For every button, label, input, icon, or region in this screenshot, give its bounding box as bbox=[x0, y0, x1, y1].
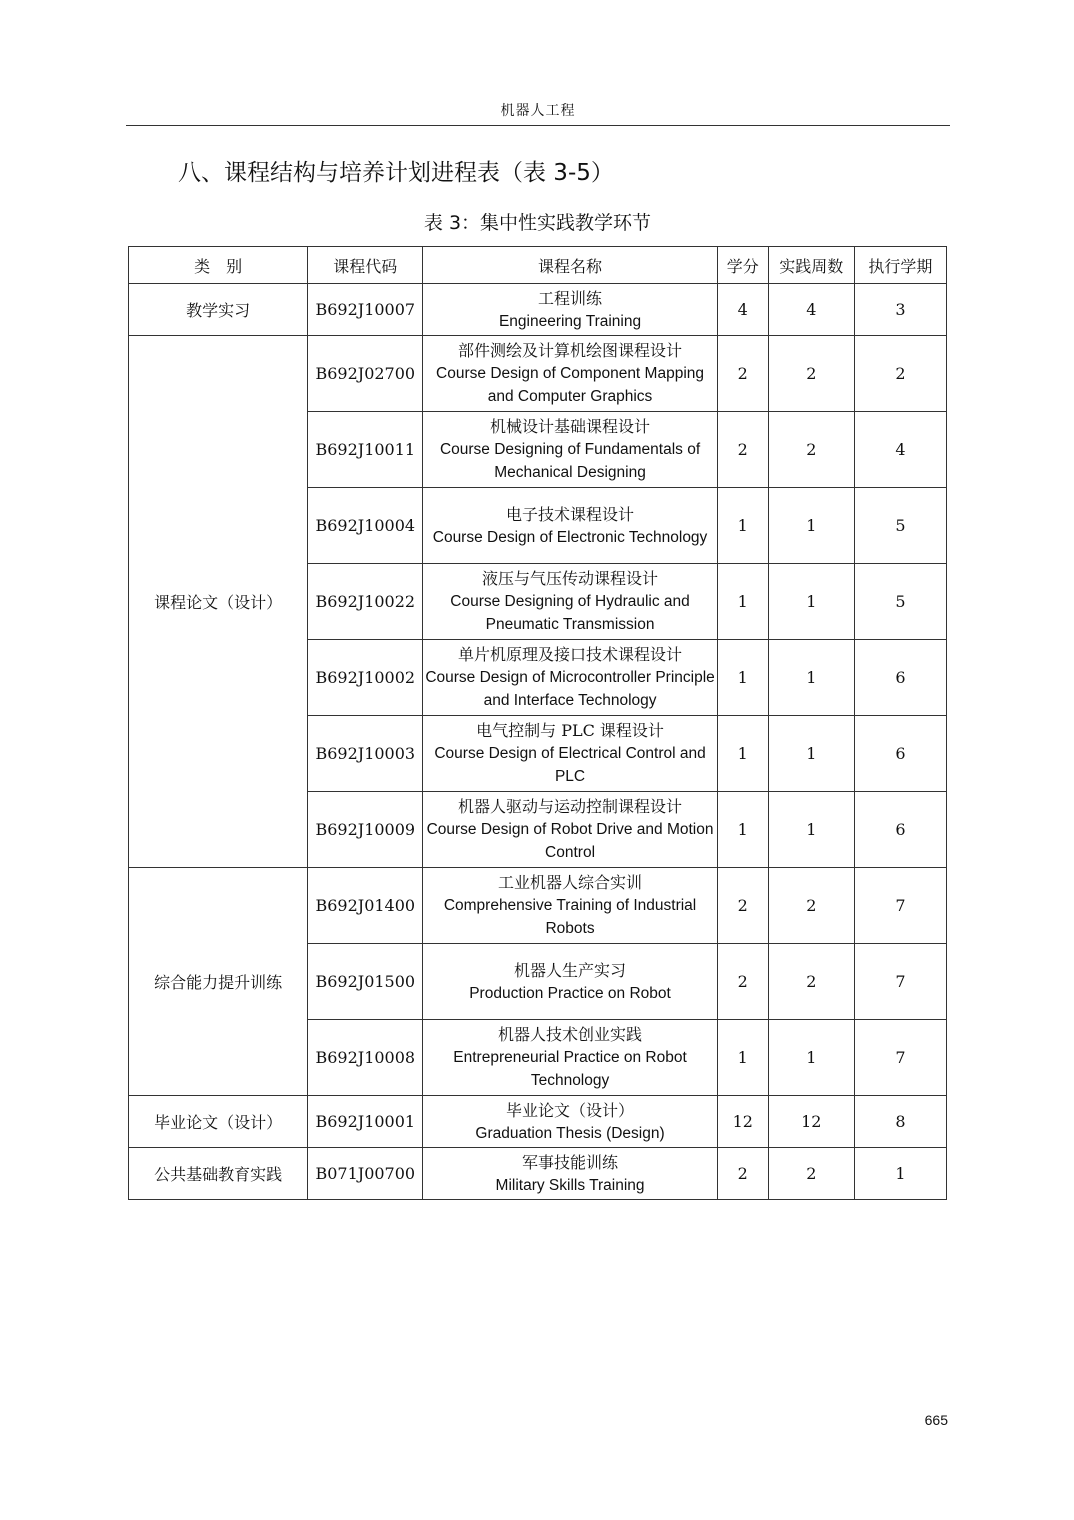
practice-weeks-cell: 1 bbox=[768, 488, 854, 564]
course-name-cell bbox=[423, 716, 717, 792]
semester-cell: 3 bbox=[854, 284, 946, 336]
course-code-cell: B692J10001 bbox=[308, 1096, 423, 1148]
practice-weeks-cell: 1 bbox=[768, 716, 854, 792]
table-caption: 表 3：集中性实践教学环节 bbox=[423, 212, 652, 234]
course-code-cell: B692J10009 bbox=[308, 792, 423, 868]
course-name-chinese: 机器人技术创业实践 bbox=[498, 1025, 643, 1044]
semester-cell: 7 bbox=[854, 1020, 946, 1096]
header-weeks: 实践周数 bbox=[768, 247, 854, 284]
credits-cell: 2 bbox=[717, 1148, 768, 1200]
course-name-cell bbox=[423, 640, 717, 716]
practice-weeks-cell: 2 bbox=[768, 336, 854, 412]
header-category: 类 别 bbox=[129, 247, 308, 284]
course-name-chinese: 机械设计基础课程设计 bbox=[490, 417, 651, 436]
course-name-english: Course Design of Component Mapping and Computer Graphics bbox=[436, 365, 705, 405]
table-row bbox=[129, 1096, 947, 1148]
credits-cell: 1 bbox=[717, 716, 768, 792]
course-name-cell bbox=[423, 944, 717, 1020]
semester-cell: 2 bbox=[854, 336, 946, 412]
course-name-cell bbox=[423, 792, 717, 868]
course-name-english: Comprehensive Training of Industrial Robots bbox=[443, 897, 697, 937]
course-name-english: Graduation Thesis (Design) bbox=[475, 1124, 665, 1142]
category-cell: 综合能力提升训练 bbox=[129, 868, 308, 1096]
practice-weeks-cell: 1 bbox=[768, 640, 854, 716]
semester-cell: 7 bbox=[854, 944, 946, 1020]
credits-cell: 12 bbox=[717, 1096, 768, 1148]
course-name-cell bbox=[423, 284, 717, 336]
semester-cell: 8 bbox=[854, 1096, 946, 1148]
course-name-chinese: 电气控制与 PLC 课程设计 bbox=[476, 721, 664, 740]
course-name-chinese: 军事技能训练 bbox=[522, 1152, 619, 1172]
course-name-cell bbox=[423, 1020, 717, 1096]
course-name-chinese: 工业机器人综合实训 bbox=[498, 873, 643, 892]
course-name-cell bbox=[423, 564, 717, 640]
course-code-cell: B071J00700 bbox=[308, 1148, 423, 1200]
course-name-chinese: 工程训练 bbox=[538, 288, 603, 308]
course-code-cell: B692J10004 bbox=[308, 488, 423, 564]
table-body bbox=[129, 284, 947, 1200]
course-name-chinese: 单片机原理及接口技术课程设计 bbox=[458, 645, 683, 664]
category-cell: 公共基础教育实践 bbox=[129, 1148, 308, 1200]
category-cell: 教学实习 bbox=[129, 284, 308, 336]
course-code-cell: B692J10011 bbox=[308, 412, 423, 488]
header-rule bbox=[126, 125, 950, 126]
course-name-cell bbox=[423, 868, 717, 944]
course-name-english: Course Designing of Fundamentals of Mechanical Designing bbox=[439, 441, 701, 481]
credits-cell: 4 bbox=[717, 284, 768, 336]
category-cell: 课程论文（设计） bbox=[129, 336, 308, 868]
credits-cell: 1 bbox=[717, 488, 768, 564]
course-name-english: Entrepreneurial Practice on Robot Technology bbox=[453, 1049, 687, 1089]
credits-cell: 2 bbox=[717, 944, 768, 1020]
semester-cell: 5 bbox=[854, 564, 946, 640]
course-code-cell: B692J10007 bbox=[308, 284, 423, 336]
category-cell: 毕业论文（设计） bbox=[129, 1096, 308, 1148]
course-code-cell: B692J10002 bbox=[308, 640, 423, 716]
table-row bbox=[129, 284, 947, 336]
practice-weeks-cell: 1 bbox=[768, 1020, 854, 1096]
table-row bbox=[129, 868, 947, 944]
header-credits: 学分 bbox=[717, 247, 768, 284]
course-name-chinese: 毕业论文（设计） bbox=[506, 1100, 635, 1120]
practice-table bbox=[128, 246, 947, 1200]
course-name-chinese: 电子技术课程设计 bbox=[506, 504, 635, 524]
course-code-cell: B692J10008 bbox=[308, 1020, 423, 1096]
course-code-cell: B692J01400 bbox=[308, 868, 423, 944]
table-header-row bbox=[129, 247, 947, 284]
practice-weeks-cell: 2 bbox=[768, 1148, 854, 1200]
course-name-english: Military Skills Training bbox=[495, 1176, 645, 1194]
course-name-cell bbox=[423, 488, 717, 564]
semester-cell: 6 bbox=[854, 792, 946, 868]
course-name-english: Production Practice on Robot bbox=[469, 984, 671, 1002]
course-name-cell bbox=[423, 1148, 717, 1200]
semester-cell: 7 bbox=[854, 868, 946, 944]
table-row bbox=[129, 1148, 947, 1200]
practice-weeks-cell: 2 bbox=[768, 944, 854, 1020]
course-name-cell bbox=[423, 336, 717, 412]
credits-cell: 1 bbox=[717, 792, 768, 868]
credits-cell: 1 bbox=[717, 564, 768, 640]
course-code-cell: B692J01500 bbox=[308, 944, 423, 1020]
course-name-english: Course Design of Electrical Control and PLC bbox=[434, 745, 706, 785]
practice-weeks-cell: 1 bbox=[768, 564, 854, 640]
course-code-cell: B692J02700 bbox=[308, 336, 423, 412]
course-name-cell bbox=[423, 412, 717, 488]
course-code-cell: B692J10022 bbox=[308, 564, 423, 640]
course-name-english: Engineering Training bbox=[498, 312, 642, 330]
semester-cell: 5 bbox=[854, 488, 946, 564]
header-semester: 执行学期 bbox=[854, 247, 946, 284]
practice-weeks-cell: 1 bbox=[768, 792, 854, 868]
credits-cell: 2 bbox=[717, 868, 768, 944]
page-number: 665 bbox=[924, 1412, 948, 1428]
course-name-english: Course Design of Microcontroller Principle and Interface Technology bbox=[425, 669, 715, 709]
course-name-chinese: 机器人驱动与运动控制课程设计 bbox=[458, 797, 683, 816]
section-title: 八、课程结构与培养计划进程表（表 3-5） bbox=[178, 160, 614, 186]
course-name-english: Course Designing of Hydraulic and Pneumatic Transmission bbox=[450, 593, 690, 633]
header-code: 课程代码 bbox=[308, 247, 423, 284]
course-name-chinese: 机器人生产实习 bbox=[514, 960, 627, 980]
practice-weeks-cell: 2 bbox=[768, 412, 854, 488]
credits-cell: 2 bbox=[717, 336, 768, 412]
course-code-cell: B692J10003 bbox=[308, 716, 423, 792]
credits-cell: 2 bbox=[717, 412, 768, 488]
practice-weeks-cell: 4 bbox=[768, 284, 854, 336]
semester-cell: 4 bbox=[854, 412, 946, 488]
running-header: 机器人工程 bbox=[500, 103, 576, 119]
credits-cell: 1 bbox=[717, 640, 768, 716]
course-name-cell bbox=[423, 1096, 717, 1148]
semester-cell: 6 bbox=[854, 640, 946, 716]
course-name-chinese: 液压与气压传动课程设计 bbox=[482, 569, 659, 588]
practice-weeks-cell: 12 bbox=[768, 1096, 854, 1148]
header-name: 课程名称 bbox=[423, 247, 717, 284]
semester-cell: 6 bbox=[854, 716, 946, 792]
course-name-chinese: 部件测绘及计算机绘图课程设计 bbox=[458, 341, 683, 360]
practice-weeks-cell: 2 bbox=[768, 868, 854, 944]
semester-cell: 1 bbox=[854, 1148, 946, 1200]
table-row bbox=[129, 336, 947, 412]
course-name-english: Course Design of Robot Drive and Motion Control bbox=[426, 821, 714, 861]
credits-cell: 1 bbox=[717, 1020, 768, 1096]
course-name-english: Course Design of Electronic Technology bbox=[432, 528, 708, 546]
